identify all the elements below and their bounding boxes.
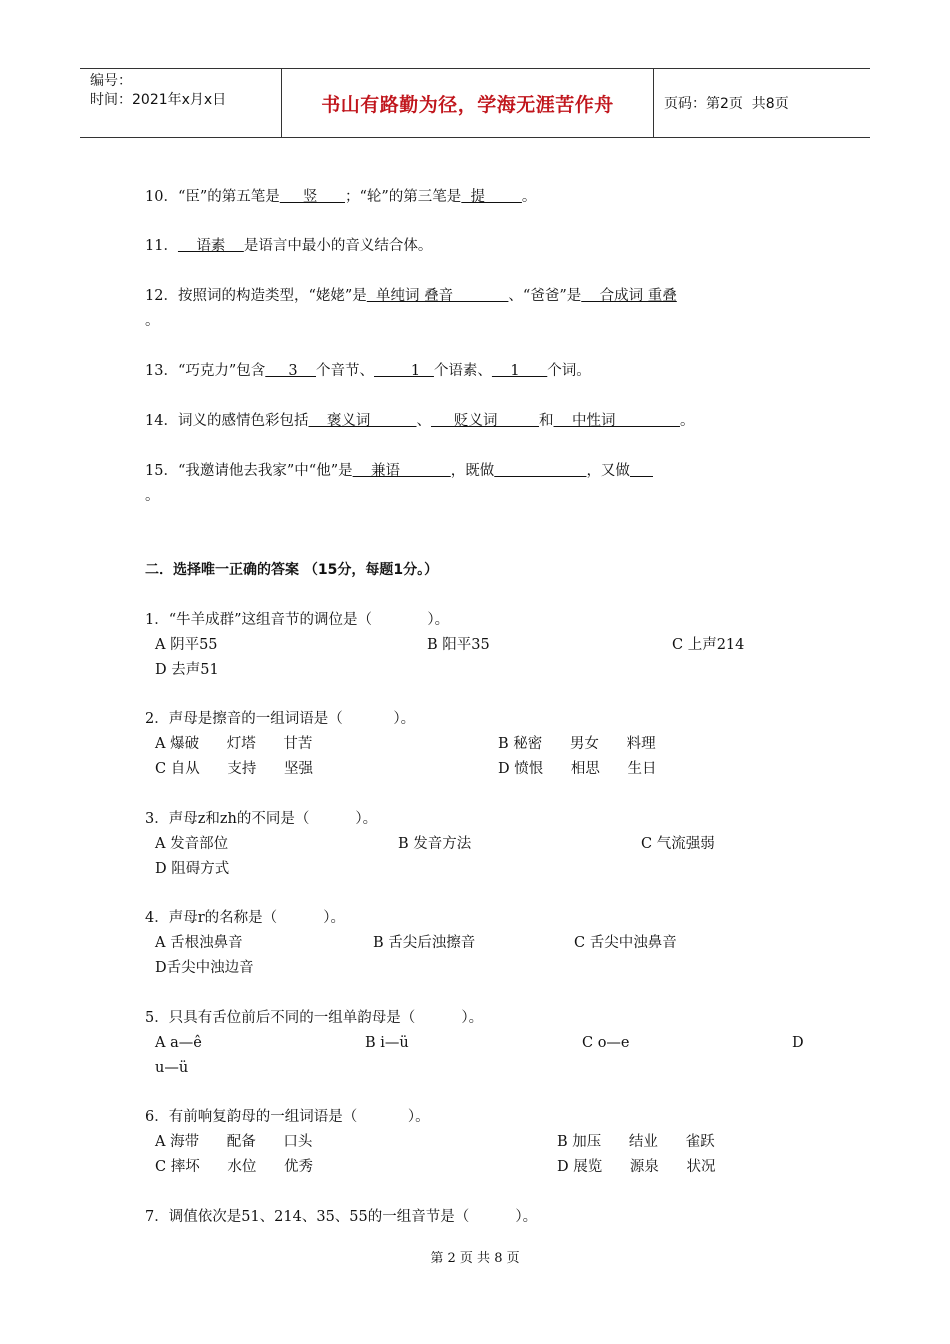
question-text: 15．“我邀请他去我家”中“他”是 (145, 463, 353, 479)
page-footer: 第 2 页 共 8 页 (430, 1251, 520, 1266)
mc-question-6: 6．有前响复韵母的一组词语是（ ）。 (145, 1109, 430, 1125)
page-label: 页码：第2页 共8页 (664, 96, 789, 112)
option-b: B 舌尖后浊擦音 (373, 935, 476, 951)
option-c: C 气流强弱 (641, 836, 715, 852)
option-b: B 加压 结业 雀跃 (557, 1134, 715, 1150)
mc-question-1: 1．“牛羊成群”这组音节的调位是（ ）。 (145, 612, 450, 628)
answer-blank (494, 463, 586, 479)
answer-blank: 3 (265, 363, 316, 379)
question-text: 11． (145, 238, 178, 254)
option-c: C 上声214 (672, 637, 745, 653)
answer-blank: 1 (491, 363, 548, 379)
answer-blank (630, 463, 653, 479)
question-12-tail (145, 311, 825, 331)
question-text: 13．“巧克力”包含 (145, 363, 266, 379)
time-label: 时间：2021年x月x日 (90, 92, 227, 108)
option-b: B 秘密 男女 料理 (498, 736, 656, 752)
question-text: 是语言中最小的音义结合体。 (243, 238, 433, 254)
answer-blank: 褒义词 (308, 413, 417, 429)
answer-blank: 合成词 重叠 (581, 288, 677, 304)
mc-question-2: 2．声母是擦音的一组词语是（ ）。 (145, 711, 416, 727)
answer-blank: 兼语 (352, 463, 451, 479)
option-d: D 阻碍方式 (155, 861, 230, 877)
question-15-tail (145, 486, 825, 506)
question-text: ，又做 (586, 463, 630, 479)
option-b: B i—ü (365, 1035, 409, 1051)
question-text: 个音节、 (316, 363, 374, 379)
answer-blank: 中性词 (553, 413, 680, 429)
question-text: 。 (679, 413, 695, 429)
option-d: D 愤恨 相思 生日 (498, 761, 657, 777)
question-text: 个词。 (547, 363, 591, 379)
question-text: 、 (416, 413, 431, 429)
section-2-title: 二．选择唯一正确的答案 （15分，每题1分。） (145, 562, 439, 578)
option-a: A 发音部位 (155, 836, 229, 852)
question-text: 和 (539, 413, 554, 429)
option-a: A a—ê (155, 1035, 202, 1051)
option-c: C 舌尖中浊鼻音 (574, 935, 677, 951)
option-d: D舌尖中浊边音 (155, 960, 254, 976)
mc-question-4: 4．声母r的名称是（ ）。 (145, 910, 345, 926)
question-text: 、“爸爸”是 (508, 288, 582, 304)
option-b: B 阳平35 (427, 637, 490, 653)
option-d: D (792, 1035, 804, 1051)
option-a: A 舌根浊鼻音 (155, 935, 243, 951)
question-13 (145, 361, 825, 381)
option-b: B 发音方法 (398, 836, 472, 852)
question-15 (145, 461, 825, 481)
answer-blank: 语素 (177, 238, 244, 254)
mc-question-3: 3．声母z和zh的不同是（ ）。 (145, 811, 378, 827)
header-motto: 书山有路勤为径，学海无涯苦作舟 (282, 69, 654, 137)
answer-blank: 单纯词 叠音 (366, 288, 509, 304)
option-a: A 爆破 灯塔 甘苦 (155, 736, 313, 752)
header-meta (80, 69, 282, 137)
option-c: C o—e (582, 1035, 630, 1051)
answer-blank: 1 (374, 363, 434, 379)
question-text: 。 (145, 488, 160, 504)
number-label: 编号： (90, 73, 132, 89)
answer-blank: 贬义词 (430, 413, 540, 429)
question-text: 14．词义的感情色彩包括 (145, 413, 309, 429)
question-text: 个语素、 (433, 363, 492, 379)
page-header (80, 68, 870, 138)
question-10 (145, 187, 825, 207)
header-page-info (654, 69, 870, 137)
option-c: C 自从 支持 坚强 (155, 761, 314, 777)
question-text: ，既做 (450, 463, 495, 479)
mc-question-5: 5．只具有舌位前后不同的一组单韵母是（ ）。 (145, 1010, 484, 1026)
question-text: 12．按照词的构造类型，“姥姥”是 (145, 288, 367, 304)
option-a: A 海带 配备 口头 (155, 1134, 313, 1150)
question-11 (145, 236, 825, 256)
option-d: D 展览 源泉 状况 (557, 1159, 716, 1175)
question-text: 。 (521, 189, 537, 205)
option-d-text: u—ü (155, 1060, 189, 1076)
question-text: ；“轮”的第三笔是 (344, 189, 462, 205)
question-14 (145, 411, 825, 431)
question-text: 。 (145, 313, 160, 329)
question-text: 10．“臣”的第五笔是 (145, 189, 280, 205)
option-a: A 阴平55 (155, 637, 218, 653)
option-d: D 去声51 (155, 662, 219, 678)
answer-blank: 竖 (279, 189, 345, 205)
mc-question-7: 7．调值依次是51、214、35、55的一组音节是（ ）。 (145, 1209, 538, 1225)
question-12 (145, 286, 825, 306)
answer-blank: 提 (461, 189, 522, 205)
option-c: C 摔坏 水位 优秀 (155, 1159, 314, 1175)
